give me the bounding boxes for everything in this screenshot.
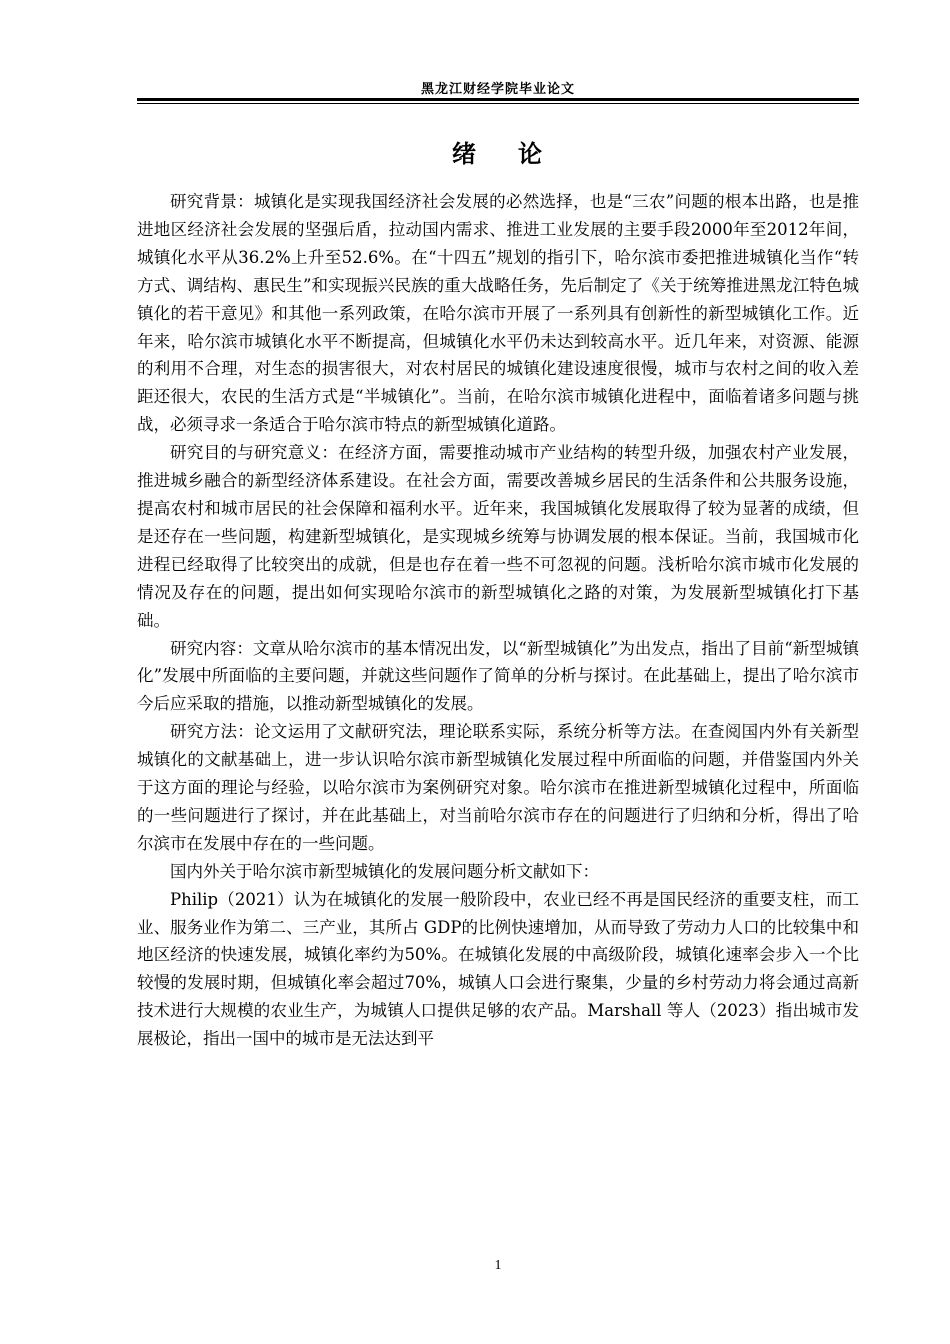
- header-rule-thick: [137, 98, 859, 101]
- paragraph-literature-review: Philip（2021）认为在城镇化的发展一般阶段中，农业已经不再是国民经济的重要支柱，而工业、服务业作为第二、三产业，其所占 GDP的比例快速增加，从而导致了劳动力人口的比较集中和地区经济的快速发展，城镇化率约为50%。在城镇化发展的中高级阶段，城镇化速率会步入一个比较慢的发展时期，但城镇化率会超过70%，城镇人口会进行聚集，少量的乡村劳动力将会通过高新技术进行大规模的农业生产，为城镇人口提供足够的农产品。Marshall 等人（2023）指出城市发展极论，指出一国中的城市是无法达到平: [137, 889, 859, 1049]
- chapter-title: [137, 134, 859, 169]
- body-text: [137, 188, 859, 1053]
- paragraph-research-purpose: 研究目的与研究意义：在经济方面，需要推动城市产业结构的转型升级，加强农村产业发展，推进城乡融合的新型经济体系建设。在社会方面，需要改善城乡居民的生活条件和公共服务设施，提高农村和城市居民的社会保障和福利水平。近年来，我国城镇化发展取得了较为显著的成绩，但是还存在一些问题，构建新型城镇化，是实现城乡统筹与协调发展的根本保证。当前，我国城市化进程已经取得了比较突出的成就，但是也存在着一些不可忽视的问题。浅析哈尔滨市城市化发展的情况及存在的问题，提出如何实现哈尔滨市的新型城镇化之路的对策，为发展新型城镇化打下基础。: [137, 443, 859, 630]
- paragraph-literature-intro: 国内外关于哈尔滨市新型城镇化的发展问题分析文献如下：: [170, 861, 599, 881]
- paragraph-research-content: 研究内容：文章从哈尔滨市的基本情况出发，以“新型城镇化”为出发点，指出了目前“新型城镇化”发展中所面临的主要问题，并就这些问题作了简单的分析与探讨。在此基础上，提出了哈尔滨市今后应采取的措施，以推动新型城镇化的发展。: [137, 638, 859, 714]
- paragraph-research-method: 研究方法：论文运用了文献研究法，理论联系实际，系统分析等方法。在查阅国内外有关新型城镇化的文献基础上，进一步认识哈尔滨市新型城镇化发展过程中所面临的问题，并借鉴国内外关于这方面的理论与经验，以哈尔滨市为案例研究对象。哈尔滨市在推进新型城镇化过程中，所面临的一些问题进行了探讨，并在此基础上，对当前哈尔滨市存在的问题进行了归纳和分析，得出了哈尔滨市在发展中存在的一些问题。: [137, 722, 859, 853]
- header-rule-thin: [137, 103, 859, 104]
- chapter-title-part2: 论: [518, 140, 544, 168]
- page-number: 1: [494, 1258, 502, 1273]
- chapter-title-part1: 绪: [452, 140, 478, 168]
- paragraph-research-background: 研究背景：城镇化是实现我国经济社会发展的必然选择，也是“三农”问题的根本出路，也是推进地区经济社会发展的坚强后盾，拉动国内需求、推进工业发展的主要手段2000年至2012年间，城镇化水平从36.2%上升至52.6%。在“十四五”规划的指引下，哈尔滨市委把推进城镇化当作“转方式、调结构、惠民生”和实现振兴民族的重大战略任务，先后制定了《关于统筹推进黑龙江特色城镇化的若干意见》和其他一系列政策，在哈尔滨市开展了一系列具有创新性的新型城镇化工作。近年来，哈尔滨市城镇化水平不断提高，但城镇化水平仍未达到较高水平。近几年来，对资源、能源的利用不合理，对生态的损害很大，对农村居民的城镇化建设速度很慢，城市与农村之间的收入差距还很大，农民的生活方式是“半城镇化”。当前，在哈尔滨市城镇化进程中，面临着诸多问题与挑战，必须寻求一条适合于哈尔滨市特点的新型城镇化道路。: [137, 192, 859, 435]
- running-header: 黑龙江财经学院毕业论文: [420, 82, 575, 97]
